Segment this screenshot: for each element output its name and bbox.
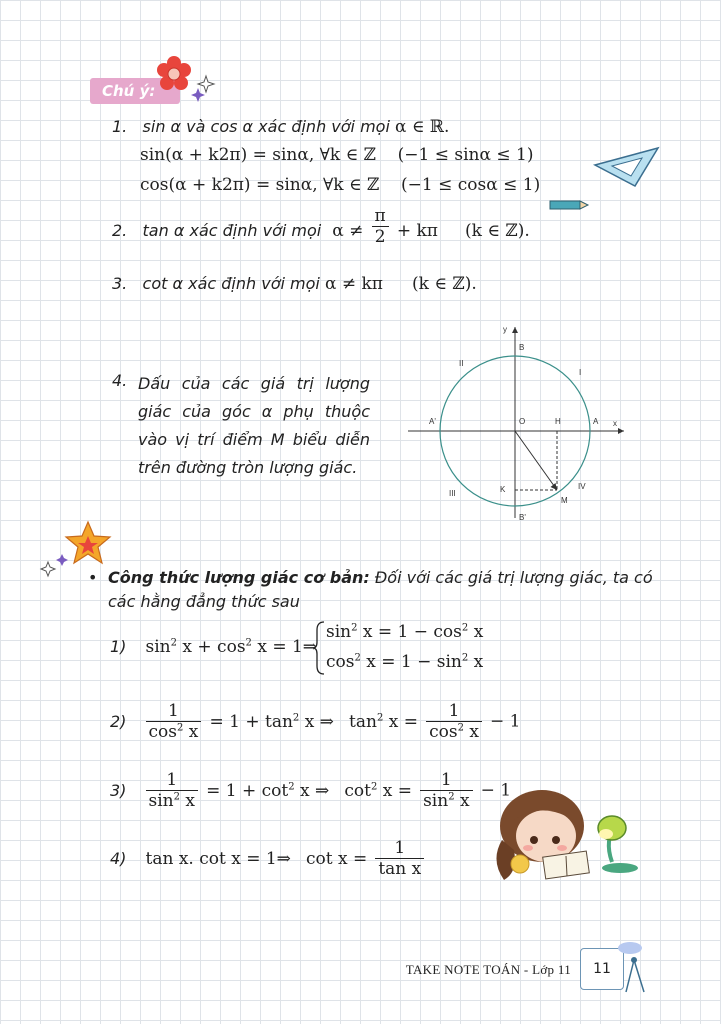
footer-book-title: TAKE NOTE TOÁN - Lớp 11 xyxy=(405,962,571,977)
point-M: M xyxy=(561,496,568,505)
formula-1-system-line-1: $\sin^2 x = 1 - \cos^2 x$ xyxy=(326,622,484,642)
note-label: Chú ý: xyxy=(90,78,180,104)
item-1-eq2: cos(α + k2π) = sinα, ∀k ∈ ℤ (−1 ≤ cosα ≤ 1) xyxy=(140,175,541,195)
quadrant-IV: IV xyxy=(578,482,586,491)
formula-2: 2) $\frac{1}{\cos^2 x}$ = $1 + \tan^2 x$ ⇒ $\tan^2 x$ = $\frac{1}{\cos^2 x}$ − 1 xyxy=(110,701,521,742)
system-brace xyxy=(312,620,326,676)
basic-formulas-intro: • Công thức lượng giác cơ bản: Đối với các giá trị lượng giác, ta có các hằng đẳng thức sau xyxy=(88,568,653,611)
x-axis-label: x xyxy=(613,419,617,428)
formula-3: 3) $\frac{1}{\sin^2 x}$ = $1 + \cot^2 x$ ⇒ $\cot^2 x$ = $\frac{1}{\sin^2 x}$ − 1 xyxy=(110,770,512,811)
unit-circle-diagram xyxy=(405,322,627,522)
pi-over-2-fraction: $\frac{\pi}{2}$ xyxy=(372,206,389,247)
point-A-prime: A' xyxy=(429,417,436,426)
point-B: B xyxy=(519,343,525,352)
formula-1: 1) $\sin^2 x + \cos^2 x$ = 1⇒ xyxy=(110,637,318,657)
quadrant-II: II xyxy=(459,359,464,368)
item-1: 1. sin α và cos α xác định với mọi α ∈ ℝ. xyxy=(112,117,450,137)
basic-formulas-title: Công thức lượng giác cơ bản: xyxy=(108,568,370,587)
pencil-icon xyxy=(548,198,590,212)
y-axis-label: y xyxy=(503,325,507,334)
formula-1-system-line-2: $\cos^2 x = 1 - \sin^2 x$ xyxy=(326,652,484,672)
item-4-text: Dấu của các giá trị lượng giác của góc α phụ thuộc vào vị trí điểm M biểu diễn trên đường tròn lượng giác. xyxy=(138,374,370,477)
set-square-icon xyxy=(590,140,665,190)
item-2: 2. tan α xác định với mọi α ≠ $\frac{\pi}{2}$ + kπ (k ∈ ℤ). xyxy=(112,206,530,247)
quadrant-I: I xyxy=(579,368,582,377)
point-B-prime: B' xyxy=(519,513,526,522)
item-3: 3. cot α xác định với mọi α ≠ kπ (k ∈ ℤ). xyxy=(112,274,477,294)
item-1-eq1: sin(α + k2π) = sinα, ∀k ∈ ℤ (−1 ≤ sinα ≤ 1) xyxy=(140,145,534,165)
quadrant-III: III xyxy=(449,489,456,498)
page-number: 11 xyxy=(580,948,624,990)
compass-cloud-decoration xyxy=(612,938,652,998)
formula-4: 4) tan x. cot x = 1⇒ cot x = $\frac{1}{\text{tan x}}$ xyxy=(110,838,427,879)
point-H: H xyxy=(555,417,561,426)
point-A: A xyxy=(593,417,599,426)
item-4-number: 4. xyxy=(112,371,128,390)
point-K: K xyxy=(500,485,506,494)
point-O: O xyxy=(519,417,526,426)
girl-reading-illustration xyxy=(484,780,654,890)
flower-sparkle-decoration xyxy=(150,52,220,107)
